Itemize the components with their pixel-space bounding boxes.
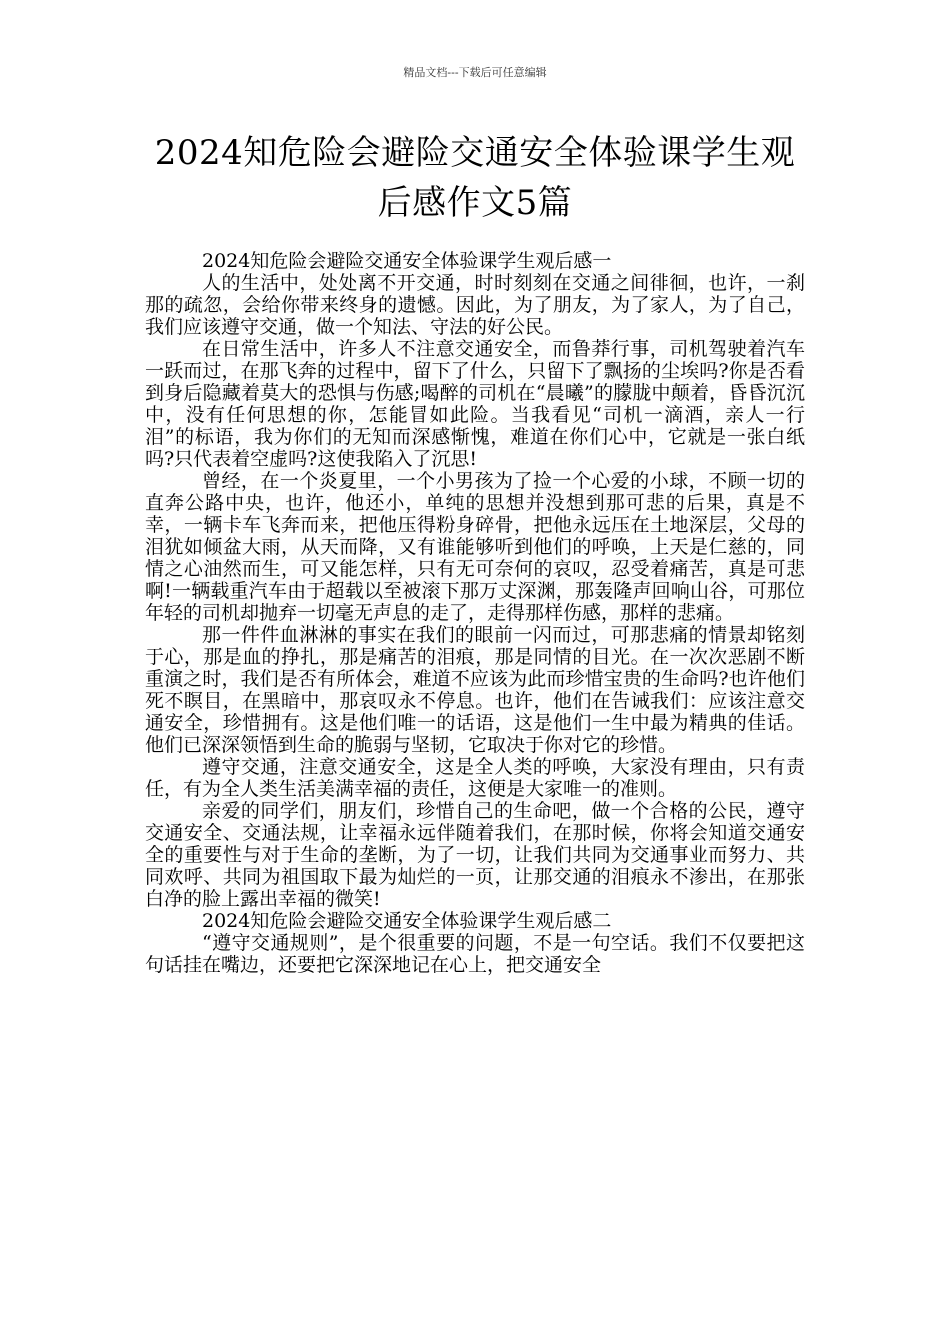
document-title-line-1: 2024知危险会避险交通安全体验课学生观 (154, 133, 796, 173)
paragraph: 曾经，在一个炎夏里，一个小男孩为了捡一个心爱的小球，不顾一切的直奔公路中央，也许，他还小，单纯的思想并没想到那可悲的后果，真是不幸，一辆卡车飞奔而来，把他压得粉身碎骨，把他永远压在土地深层，父母的泪犹如倾盆大雨，从天而降，又有谁能够听到他们的呼唤，上天是仁慈的，同情之心油然而生，可又能怎样，只有无可奈何的哀叹，忍受着痛苦，真是可悲啊!一辆载重汽车由于超载以至被滚下那万丈深渊，那轰隆声回响山谷，可那位年轻的司机却抛弃一切毫无声息的走了，走得那样伤感，那样的悲痛。 (145, 470, 805, 624)
header-note: 精品文档---下载后可任意编辑 (403, 66, 547, 79)
paragraph: 在日常生活中，许多人不注意交通安全，而鲁莽行事，司机驾驶着汽车一跃而过，在那飞奔的过程中，留下了什么，只留下了飘扬的尘埃吗?你是否看到身后隐藏着莫大的恐惧与伤感;喝醉的司机在“晨曦”的朦胧中颠着，昏昏沉沉中，没有任何思想的你，怎能冒如此险。当我看见“司机一滴酒，亲人一行泪”的标语，我为你们的无知而深感惭愧，难道在你们心中，它就是一张白纸吗?只代表着空虚吗?这使我陷入了沉思! (145, 338, 805, 470)
essay-section-1 (145, 250, 805, 910)
document-body (145, 250, 805, 976)
section-heading: 2024知危险会避险交通安全体验课学生观后感一 (202, 250, 612, 272)
paragraph: 人的生活中，处处离不开交通，时时刻刻在交通之间徘徊，也许，一刹那的疏忽，会给你带来终身的遗憾。因此，为了朋友，为了家人，为了自己，我们应该遵守交通，做一个知法、守法的好公民。 (145, 272, 805, 338)
section-heading: 2024知危险会避险交通安全体验课学生观后感二 (202, 910, 612, 932)
essay-section-2 (145, 910, 805, 976)
paragraph: “遵守交通规则”，是个很重要的问题，不是一句空话。我们不仅要把这句话挂在嘴边，还要把它深深地记在心上，把交通安全 (145, 932, 805, 976)
paragraph: 亲爱的同学们，朋友们，珍惜自己的生命吧，做一个合格的公民，遵守交通安全、交通法规，让幸福永远伴随着我们，在那时候，你将会知道交通安全的重要性与对于生命的垄断，为了一切，让我们共同为交通事业而努力、共同欢呼、共同为祖国取下最为灿烂的一页，让那交通的泪痕永不渗出，在那张白净的脸上露出幸福的微笑! (145, 800, 805, 910)
paragraph: 那一件件血淋淋的事实在我们的眼前一闪而过，可那悲痛的情景却铭刻于心，那是血的挣扎，那是痛苦的泪痕，那是同情的目光。在一次次恶剧不断重演之时，我们是否有所体会，难道不应该为此而珍惜宝贵的生命吗?也许他们死不瞑目，在黑暗中，那哀叹永不停息。也许，他们在告诫我们：应该注意交通安全，珍惜拥有。这是他们唯一的话语，这是他们一生中最为精典的佳话。他们已深深领悟到生命的脆弱与坚韧，它取决于你对它的珍惜。 (145, 624, 805, 756)
document-title (130, 128, 820, 228)
paragraph: 遵守交通，注意交通安全，这是全人类的呼唤，大家没有理由，只有责任，有为全人类生活美满幸福的责任，这便是大家唯一的准则。 (145, 756, 805, 800)
document-title-line-2: 后感作文5篇 (377, 183, 573, 223)
